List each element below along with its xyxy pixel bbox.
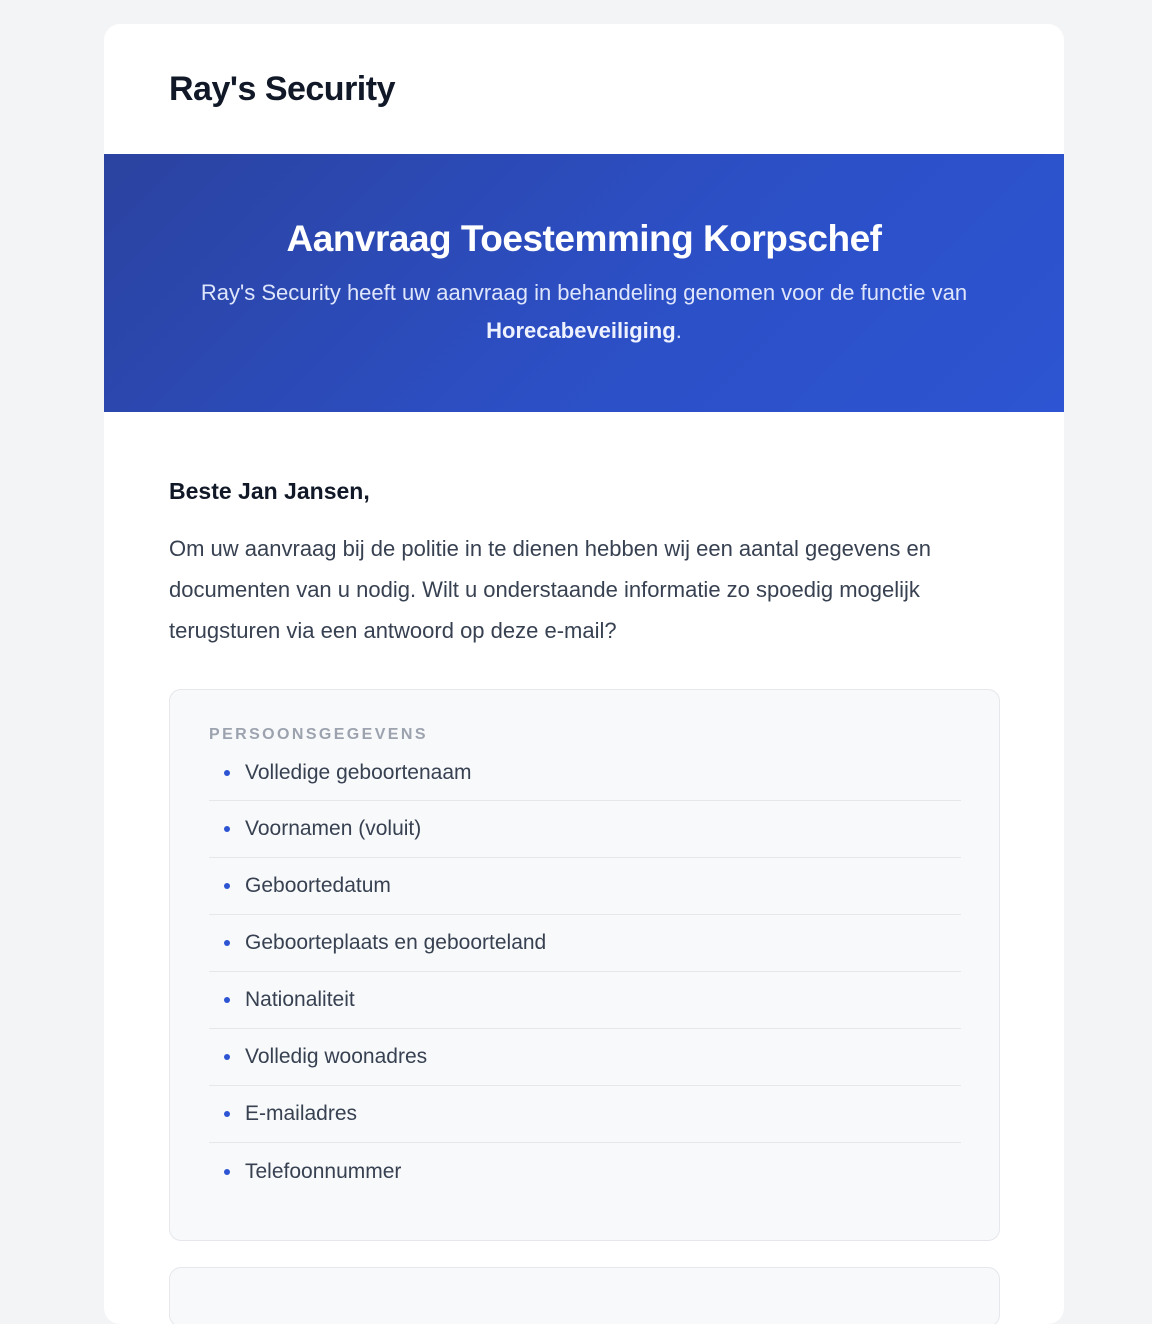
- bullet-icon: [224, 826, 230, 832]
- list-item-label: Voornamen (voluit): [245, 817, 422, 840]
- hero-subtitle-text: Ray's Security heeft uw aanvraag in behandeling genomen voor de functie van: [200, 280, 968, 305]
- bullet-icon: [224, 940, 230, 946]
- bullet-icon: [224, 770, 230, 776]
- bullet-icon: [224, 1054, 230, 1060]
- list-item-label: Volledige geboortenaam: [245, 760, 472, 784]
- list-item: [209, 972, 961, 1029]
- list-item: [209, 1143, 961, 1200]
- list-item-label: Nationaliteit: [245, 988, 355, 1011]
- list-item: [209, 915, 961, 972]
- intro-paragraph: Om uw aanvraag bij de politie in te dienen hebben wij een aantal gegevens en documenten van u nodig. Wilt u onderstaande informatie zo spoedig mogelijk terugsturen via een antwoord op deze e-mail?: [169, 536, 931, 643]
- list-item-label: Geboortedatum: [245, 874, 391, 897]
- job-function: Horecabeveiliging: [486, 318, 676, 343]
- personal-details-heading: PERSOONSGEGEVENS: [209, 726, 428, 743]
- list-item: [209, 858, 961, 915]
- brand-name: Ray's Security: [169, 70, 395, 108]
- list-item: [209, 1029, 961, 1086]
- hero-title: Aanvraag Toestemming Korpschef: [286, 218, 882, 259]
- list-item-label: Geboorteplaats en geboorteland: [245, 931, 547, 954]
- list-item-label: Telefoonnummer: [245, 1159, 402, 1183]
- hero-subtitle-end: .: [675, 318, 682, 343]
- personal-details-panel: [169, 689, 1000, 1241]
- list-item-label: E-mailadres: [245, 1102, 358, 1125]
- hero-subtitle: [164, 274, 1004, 350]
- hero-banner: [104, 154, 1064, 412]
- list-item-label: Volledig woonadres: [245, 1045, 428, 1068]
- list-item: [209, 801, 961, 858]
- greeting: Beste Jan Jansen,: [169, 478, 370, 504]
- bullet-icon: [224, 1111, 230, 1117]
- email-header: [104, 24, 1064, 154]
- email-card: [104, 24, 1064, 1324]
- bullet-icon: [224, 1169, 230, 1175]
- list-item: [209, 745, 961, 801]
- email-content: [104, 476, 1064, 1324]
- bullet-icon: [224, 997, 230, 1003]
- personal-details-list: [209, 745, 961, 1200]
- list-item: [209, 1086, 961, 1143]
- next-section-panel: [169, 1267, 1000, 1324]
- bullet-icon: [224, 883, 230, 889]
